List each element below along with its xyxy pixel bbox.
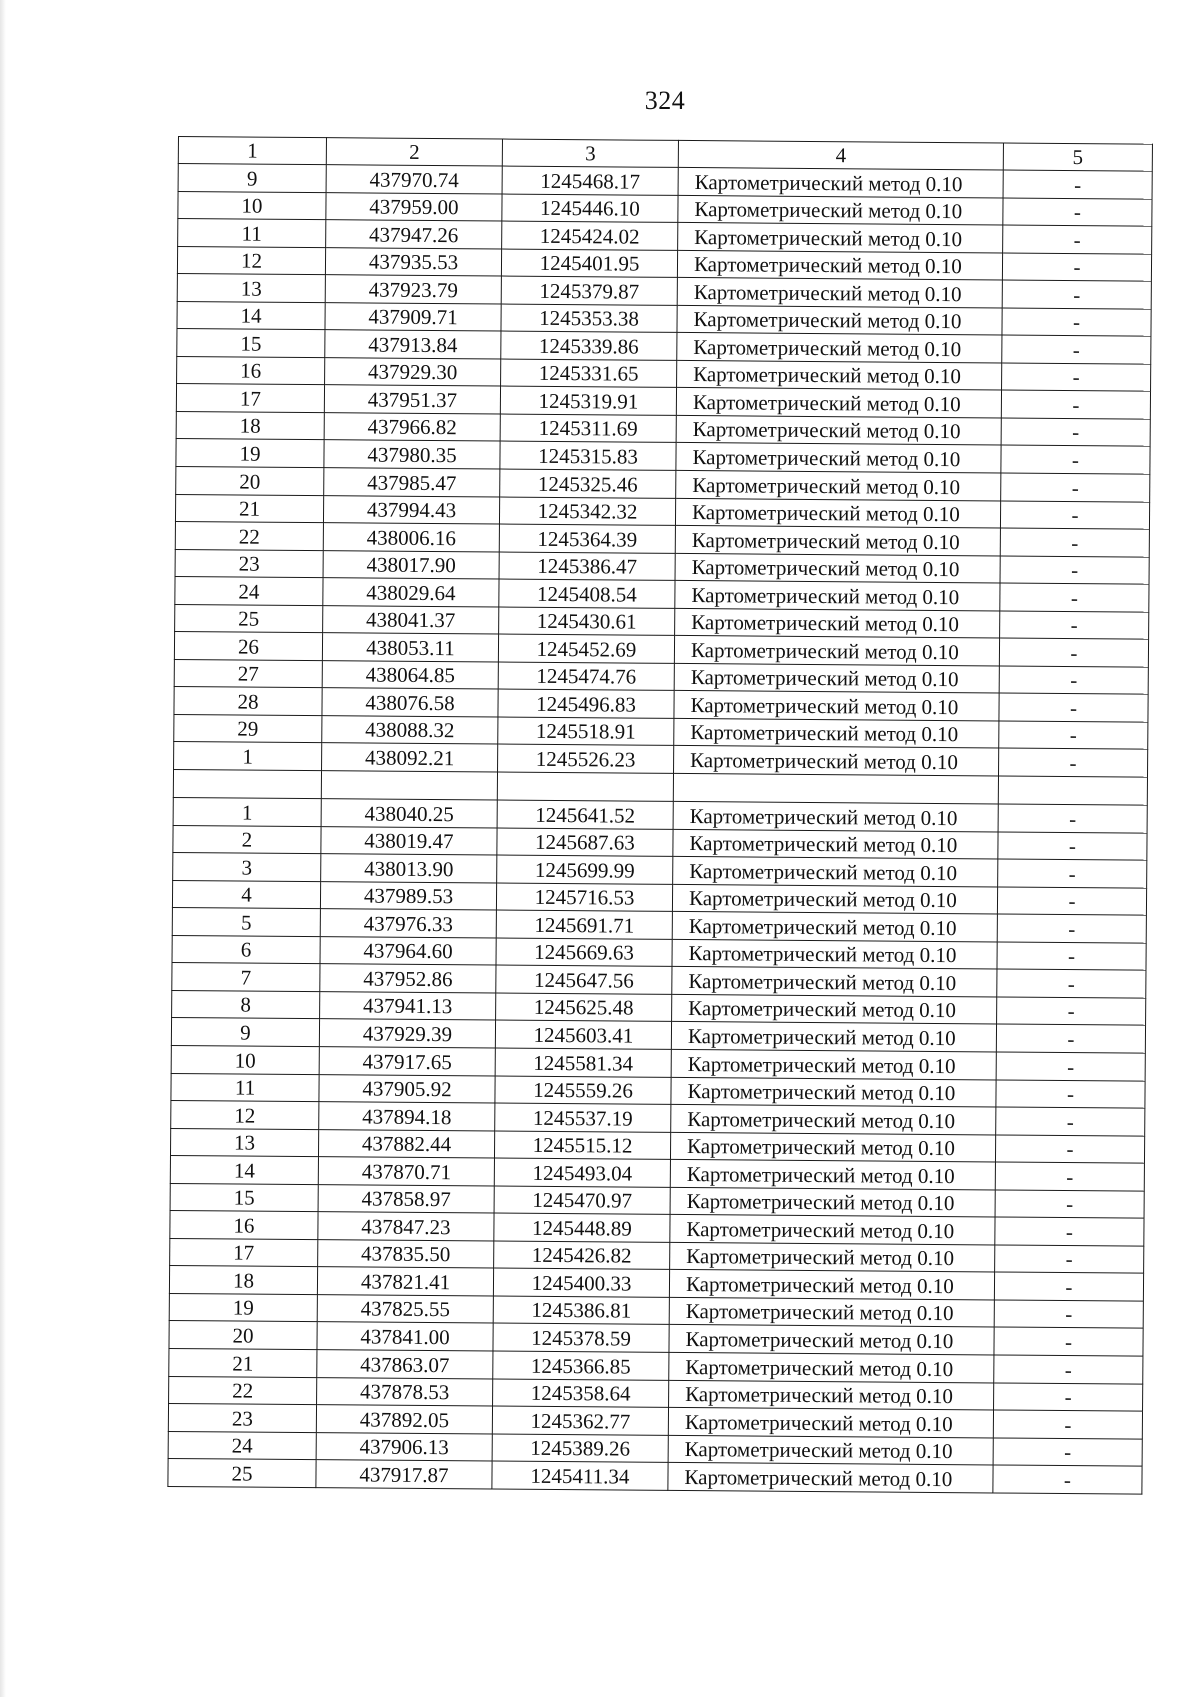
point-number-cell: 2	[173, 825, 321, 854]
x-coordinate-cell: 437882.44	[318, 1129, 494, 1158]
point-number-cell: 17	[170, 1238, 318, 1267]
method-cell: Картометрический метод 0.10	[676, 388, 1001, 418]
y-coordinate-cell: 1245448.89	[494, 1213, 670, 1242]
x-coordinate-cell: 438006.16	[323, 523, 499, 552]
y-coordinate-cell: 1245625.48	[496, 993, 672, 1022]
y-coordinate-cell: 1245362.77	[492, 1406, 668, 1435]
x-coordinate-cell: 437959.00	[326, 192, 502, 221]
point-number-cell: 12	[177, 246, 325, 275]
description-cell: -	[1000, 556, 1149, 585]
y-coordinate-cell: 1245470.97	[494, 1186, 670, 1215]
x-coordinate-cell: 437980.35	[324, 440, 500, 469]
x-coordinate-cell: 438013.90	[321, 854, 497, 883]
method-cell: Картометрический метод 0.10	[669, 1325, 994, 1355]
point-number-cell: 20	[176, 467, 324, 496]
method-cell: Картометрический метод 0.10	[674, 691, 999, 721]
y-coordinate-cell: 1245424.02	[502, 221, 678, 250]
method-cell: Картометрический метод 0.10	[675, 553, 1000, 583]
coordinates-table	[167, 136, 1153, 1494]
y-coordinate-cell: 1245379.87	[501, 276, 677, 305]
point-number-cell: 29	[174, 714, 322, 743]
description-cell: -	[1003, 225, 1152, 254]
description-cell: -	[996, 1107, 1145, 1136]
method-cell: Картометрический метод 0.10	[670, 1132, 995, 1162]
method-cell: Картометрический метод 0.10	[670, 1187, 995, 1217]
point-number-cell: 13	[170, 1128, 318, 1157]
method-cell: Картометрический метод 0.10	[671, 1049, 996, 1079]
method-cell: Картометрический метод 0.10	[669, 1270, 994, 1300]
description-cell: -	[997, 887, 1146, 916]
method-cell: Картометрический метод 0.10	[672, 912, 997, 942]
point-number-cell: 28	[174, 687, 322, 716]
method-cell: Картометрический метод 0.10	[677, 278, 1002, 308]
description-cell: -	[997, 997, 1146, 1026]
description-cell: -	[1001, 390, 1150, 419]
y-coordinate-cell: 1245358.64	[493, 1379, 669, 1408]
x-coordinate-cell: 437870.71	[318, 1157, 494, 1186]
description-cell: -	[1001, 445, 1150, 474]
description-cell: -	[995, 1135, 1144, 1164]
x-coordinate-cell: 438029.64	[323, 578, 499, 607]
description-cell: -	[994, 1355, 1143, 1384]
method-cell: Картометрический метод 0.10	[676, 415, 1001, 445]
method-cell: Картометрический метод 0.10	[671, 1022, 996, 1052]
header-cell-y: 3	[502, 139, 678, 167]
y-coordinate-cell: 1245331.65	[501, 359, 677, 388]
description-cell: -	[998, 804, 1147, 833]
method-cell: Картометрический метод 0.10	[677, 305, 1002, 335]
x-coordinate-cell: 437989.53	[320, 881, 496, 910]
y-coordinate-cell: 1245518.91	[498, 717, 674, 746]
method-cell: Картометрический метод 0.10	[674, 636, 999, 666]
point-number-cell: 14	[170, 1156, 318, 1185]
point-number-cell: 24	[168, 1431, 316, 1460]
description-cell: -	[997, 969, 1146, 998]
description-cell: -	[993, 1438, 1142, 1467]
header-cell-point: 1	[178, 137, 326, 165]
description-cell: -	[998, 832, 1147, 861]
description-cell: -	[999, 638, 1148, 667]
x-coordinate-cell: 437894.18	[319, 1102, 495, 1131]
y-coordinate-cell: 1245401.95	[501, 249, 677, 278]
y-coordinate-cell: 1245581.34	[495, 1048, 671, 1077]
y-coordinate-cell: 1245559.26	[495, 1076, 671, 1105]
coordinates-table-body	[168, 137, 1153, 1494]
x-coordinate-cell: 437905.92	[319, 1074, 495, 1103]
method-cell: Картометрический метод 0.10	[674, 718, 999, 748]
x-coordinate-cell: 437964.60	[320, 936, 496, 965]
point-number-cell: 11	[178, 219, 326, 248]
point-number-cell: 5	[172, 908, 320, 937]
description-cell: -	[998, 859, 1147, 888]
point-number-cell: 20	[169, 1321, 317, 1350]
point-number-cell: 12	[171, 1101, 319, 1130]
description-cell: -	[993, 1410, 1142, 1439]
description-cell: -	[994, 1382, 1143, 1411]
y-coordinate-cell: 1245496.83	[498, 689, 674, 718]
y-coordinate-cell: 1245430.61	[499, 607, 675, 636]
y-coordinate-cell: 1245699.99	[497, 855, 673, 884]
description-cell: -	[994, 1272, 1143, 1301]
description-cell: -	[995, 1217, 1144, 1246]
description-cell: -	[995, 1162, 1144, 1191]
x-coordinate-cell: 437913.84	[325, 330, 501, 359]
method-cell: Картометрический метод 0.10	[675, 608, 1000, 638]
y-coordinate-cell: 1245526.23	[498, 745, 674, 774]
y-coordinate-cell: 1245687.63	[497, 828, 673, 857]
point-number-cell: 13	[177, 274, 325, 303]
y-coordinate-cell: 1245319.91	[500, 386, 676, 415]
x-coordinate-cell: 437951.37	[324, 385, 500, 414]
description-cell: -	[1002, 363, 1151, 392]
point-number-cell: 26	[174, 632, 322, 661]
x-coordinate-cell: 437947.26	[326, 220, 502, 249]
empty-cell	[497, 772, 673, 801]
x-coordinate-cell: 437825.55	[317, 1295, 493, 1324]
method-cell: Картометрический метод 0.10	[672, 967, 997, 997]
empty-cell	[173, 770, 321, 799]
y-coordinate-cell: 1245446.10	[502, 194, 678, 223]
method-cell: Картометрический метод 0.10	[670, 1215, 995, 1245]
header-cell-method: 4	[678, 140, 1003, 170]
y-coordinate-cell: 1245311.69	[500, 414, 676, 443]
empty-cell	[321, 771, 497, 800]
description-cell: -	[998, 748, 1147, 777]
x-coordinate-cell: 438053.11	[322, 633, 498, 662]
y-coordinate-cell: 1245378.59	[493, 1323, 669, 1352]
point-number-cell: 4	[172, 880, 320, 909]
method-cell: Картометрический метод 0.10	[676, 443, 1001, 473]
description-cell: -	[999, 721, 1148, 750]
y-coordinate-cell: 1245342.32	[499, 497, 675, 526]
x-coordinate-cell: 437917.65	[319, 1047, 495, 1076]
y-coordinate-cell: 1245468.17	[502, 166, 678, 195]
header-cell-x: 2	[326, 138, 502, 166]
point-number-cell: 22	[175, 522, 323, 551]
point-number-cell: 27	[174, 659, 322, 688]
point-number-cell: 17	[176, 384, 324, 413]
y-coordinate-cell: 1245641.52	[497, 800, 673, 829]
x-coordinate-cell: 437985.47	[324, 468, 500, 497]
point-number-cell: 10	[178, 191, 326, 220]
y-coordinate-cell: 1245669.63	[496, 938, 672, 967]
x-coordinate-cell: 437858.97	[318, 1184, 494, 1213]
point-number-cell: 19	[176, 439, 324, 468]
point-number-cell: 9	[178, 164, 326, 193]
method-cell: Картометрический метод 0.10	[675, 498, 1000, 528]
method-cell: Картометрический метод 0.10	[672, 939, 997, 969]
method-cell: Картометрический метод 0.10	[669, 1297, 994, 1327]
method-cell: Картометрический метод 0.10	[668, 1435, 993, 1465]
method-cell: Картометрический метод 0.10	[670, 1242, 995, 1272]
description-cell: -	[997, 942, 1146, 971]
y-coordinate-cell: 1245386.81	[493, 1296, 669, 1325]
page-number: 324	[644, 86, 686, 115]
y-coordinate-cell: 1245647.56	[496, 965, 672, 994]
scan-edge-shadow	[0, 0, 6, 1697]
y-coordinate-cell: 1245366.85	[493, 1351, 669, 1380]
method-cell: Картометрический метод 0.10	[676, 470, 1001, 500]
method-cell: Картометрический метод 0.10	[671, 1104, 996, 1134]
x-coordinate-cell: 437976.33	[320, 909, 496, 938]
point-number-cell: 3	[173, 853, 321, 882]
y-coordinate-cell: 1245691.71	[496, 910, 672, 939]
y-coordinate-cell: 1245452.69	[498, 634, 674, 663]
x-coordinate-cell: 437929.30	[325, 357, 501, 386]
method-cell: Картометрический метод 0.10	[675, 581, 1000, 611]
point-number-cell: 25	[175, 604, 323, 633]
method-cell: Картометрический метод 0.10	[669, 1352, 994, 1382]
y-coordinate-cell: 1245389.26	[492, 1434, 668, 1463]
method-cell: Картометрический метод 0.10	[673, 801, 998, 831]
x-coordinate-cell: 437878.53	[317, 1377, 493, 1406]
header-cell-description: 5	[1003, 143, 1152, 171]
x-coordinate-cell: 437952.86	[320, 964, 496, 993]
method-cell: Картометрический метод 0.10	[675, 526, 1000, 556]
method-cell: Картометрический метод 0.10	[677, 250, 1002, 280]
y-coordinate-cell: 1245603.41	[495, 1020, 671, 1049]
point-number-cell: 10	[171, 1045, 319, 1074]
x-coordinate-cell: 438064.85	[322, 660, 498, 689]
point-number-cell: 18	[169, 1266, 317, 1295]
y-coordinate-cell: 1245474.76	[498, 662, 674, 691]
x-coordinate-cell: 437941.13	[320, 991, 496, 1020]
y-coordinate-cell: 1245400.33	[493, 1268, 669, 1297]
x-coordinate-cell: 437935.53	[325, 247, 501, 276]
y-coordinate-cell: 1245364.39	[499, 524, 675, 553]
description-cell: -	[996, 1079, 1145, 1108]
y-coordinate-cell: 1245353.38	[501, 304, 677, 333]
x-coordinate-cell: 438019.47	[321, 826, 497, 855]
description-cell: -	[999, 666, 1148, 695]
x-coordinate-cell: 437970.74	[326, 165, 502, 194]
x-coordinate-cell: 437923.79	[325, 275, 501, 304]
method-cell: Картометрический метод 0.10	[678, 223, 1003, 253]
x-coordinate-cell: 437917.87	[316, 1460, 492, 1489]
x-coordinate-cell: 437966.82	[324, 413, 500, 442]
method-cell: Картометрический метод 0.10	[678, 195, 1003, 225]
x-coordinate-cell: 438076.58	[322, 688, 498, 717]
description-cell: -	[995, 1245, 1144, 1274]
description-cell: -	[1002, 335, 1151, 364]
empty-cell	[998, 776, 1147, 805]
description-cell: -	[996, 1024, 1145, 1053]
description-cell: -	[1001, 418, 1150, 447]
point-number-cell: 24	[175, 577, 323, 606]
method-cell: Картометрический метод 0.10	[677, 360, 1002, 390]
y-coordinate-cell: 1245411.34	[492, 1461, 668, 1490]
x-coordinate-cell: 438088.32	[322, 716, 498, 745]
method-cell: Картометрический метод 0.10	[677, 333, 1002, 363]
y-coordinate-cell: 1245716.53	[496, 883, 672, 912]
point-number-cell: 22	[169, 1376, 317, 1405]
coordinates-sheet	[167, 136, 1152, 1494]
y-coordinate-cell: 1245339.86	[501, 331, 677, 360]
x-coordinate-cell: 438092.21	[322, 743, 498, 772]
empty-cell	[673, 773, 998, 804]
method-cell: Картометрический метод 0.10	[678, 167, 1003, 197]
x-coordinate-cell: 437847.23	[318, 1212, 494, 1241]
y-coordinate-cell: 1245325.46	[500, 469, 676, 498]
x-coordinate-cell: 437821.41	[317, 1267, 493, 1296]
point-number-cell: 21	[175, 494, 323, 523]
method-cell: Картометрический метод 0.10	[673, 857, 998, 887]
point-number-cell: 14	[177, 301, 325, 330]
x-coordinate-cell: 437863.07	[317, 1350, 493, 1379]
x-coordinate-cell: 438041.37	[323, 605, 499, 634]
description-cell: -	[1003, 170, 1152, 199]
y-coordinate-cell: 1245386.47	[499, 552, 675, 581]
method-cell: Картометрический метод 0.10	[671, 1077, 996, 1107]
point-number-cell: 23	[175, 549, 323, 578]
point-number-cell: 19	[169, 1293, 317, 1322]
method-cell: Картометрический метод 0.10	[673, 829, 998, 859]
method-cell: Картометрический метод 0.10	[672, 994, 997, 1024]
y-coordinate-cell: 1245315.83	[500, 442, 676, 471]
description-cell: -	[1000, 528, 1149, 557]
method-cell: Картометрический метод 0.10	[670, 1160, 995, 1190]
point-number-cell: 8	[172, 990, 320, 1019]
description-cell: -	[1002, 280, 1151, 309]
x-coordinate-cell: 437835.50	[318, 1239, 494, 1268]
point-number-cell: 7	[172, 963, 320, 992]
y-coordinate-cell: 1245515.12	[494, 1131, 670, 1160]
y-coordinate-cell: 1245537.19	[495, 1103, 671, 1132]
method-cell: Картометрический метод 0.10	[674, 746, 999, 776]
description-cell: -	[1003, 198, 1152, 227]
point-number-cell: 16	[177, 356, 325, 385]
point-number-cell: 15	[177, 329, 325, 358]
method-cell: Картометрический метод 0.10	[668, 1463, 993, 1493]
description-cell: -	[999, 693, 1148, 722]
description-cell: -	[994, 1300, 1143, 1329]
description-cell: -	[1002, 308, 1151, 337]
description-cell: -	[1000, 501, 1149, 530]
point-number-cell: 18	[176, 411, 324, 440]
description-cell: -	[997, 914, 1146, 943]
point-number-cell: 23	[168, 1404, 316, 1433]
point-number-cell: 11	[171, 1073, 319, 1102]
description-cell: -	[994, 1327, 1143, 1356]
y-coordinate-cell: 1245426.82	[494, 1241, 670, 1270]
x-coordinate-cell: 437841.00	[317, 1322, 493, 1351]
description-cell: -	[996, 1052, 1145, 1081]
description-cell: -	[1000, 583, 1149, 612]
description-cell: -	[995, 1190, 1144, 1219]
method-cell: Картометрический метод 0.10	[668, 1407, 993, 1437]
x-coordinate-cell: 437909.71	[325, 302, 501, 331]
description-cell: -	[1002, 253, 1151, 282]
description-cell: -	[1001, 473, 1150, 502]
y-coordinate-cell: 1245408.54	[499, 579, 675, 608]
x-coordinate-cell: 437994.43	[323, 495, 499, 524]
point-number-cell: 16	[170, 1211, 318, 1240]
x-coordinate-cell: 437929.39	[319, 1019, 495, 1048]
method-cell: Картометрический метод 0.10	[674, 663, 999, 693]
description-cell: -	[993, 1465, 1142, 1494]
point-number-cell: 6	[172, 935, 320, 964]
method-cell: Картометрический метод 0.10	[672, 884, 997, 914]
point-number-cell: 21	[169, 1348, 317, 1377]
x-coordinate-cell: 437906.13	[316, 1432, 492, 1461]
method-cell: Картометрический метод 0.10	[669, 1380, 994, 1410]
point-number-cell: 25	[168, 1459, 316, 1488]
x-coordinate-cell: 438017.90	[323, 550, 499, 579]
point-number-cell: 9	[171, 1018, 319, 1047]
x-coordinate-cell: 438040.25	[321, 799, 497, 828]
y-coordinate-cell: 1245493.04	[494, 1158, 670, 1187]
description-cell: -	[1000, 611, 1149, 640]
point-number-cell: 1	[173, 798, 321, 827]
x-coordinate-cell: 437892.05	[316, 1405, 492, 1434]
point-number-cell: 1	[174, 742, 322, 771]
point-number-cell: 15	[170, 1183, 318, 1212]
